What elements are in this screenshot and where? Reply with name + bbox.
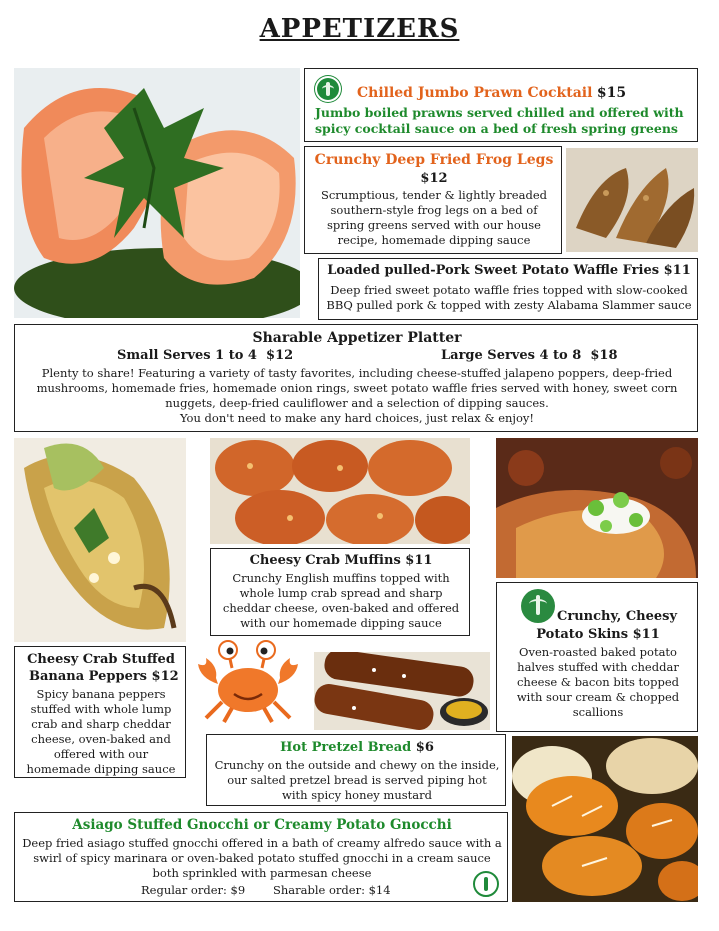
item-description: Scrumptious, tender & lightly breaded southern-style frog legs on a bed of spring greens served with our house recipe, homemade dipping sauce (320, 188, 547, 247)
menu-item-prawn-cocktail (304, 68, 698, 142)
item-name: Crunchy Deep Fried Frog Legs (314, 152, 554, 168)
item-name: Loaded pulled-Pork Sweet Potato Waffle Fries (327, 263, 660, 278)
item-name-line1: Crunchy, Cheesy (557, 609, 678, 624)
potato-skins-photo (496, 438, 698, 578)
item-price: $11 (405, 553, 433, 568)
item-description: Deep fried asiago stuffed gnocchi offered in a bath of creamy alfredo sauce with a swirl of spicy marinara or oven-baked potato stuffed gnocchi in a cream sauce both sprinkled with parmesan cheese (22, 836, 502, 880)
item-description: Oven-roasted baked potato halves stuffed with cheddar cheese & bacon bits topped with sour cream & chopped scallions (516, 645, 680, 719)
item-name-line1: Cheesy Crab Stuffed (27, 652, 175, 667)
menu-item-potato-skins (496, 582, 698, 732)
item-description: Crunchy on the outside and chewy on the inside, our salted pretzel bread is served piping hot with spicy honey mustard (214, 758, 500, 802)
menu-item-crab-muffins (210, 548, 470, 636)
item-name-line2: Banana Peppers (29, 669, 148, 684)
item-price: $11 (632, 627, 660, 642)
platter-tagline: You don't need to make any hard choices, just relax & enjoy! (179, 411, 535, 425)
menu-item-appetizer-platter (14, 324, 698, 432)
item-name: Cheesy Crab Muffins (249, 553, 401, 568)
menu-item-banana-peppers (14, 646, 186, 778)
menu-item-frog-legs (304, 146, 562, 254)
item-name: Hot Pretzel Bread (280, 740, 412, 755)
item-description: Crunchy English muffins topped with whole lump crab spread and sharp cheddar cheese, oven-baked and offered with our homemade dipping sauce (222, 571, 460, 630)
prawn-cocktail-photo (14, 68, 300, 318)
banana-peppers-photo (14, 438, 186, 642)
crab-mascot-icon (192, 638, 304, 724)
item-price: $12 (420, 171, 448, 186)
item-name-line2: Potato Skins (536, 627, 629, 642)
item-description: Deep fried sweet potato waffle fries topped with slow-cooked BBQ pulled pork & topped with zesty Alabama Slammer sauce (326, 283, 692, 312)
gnocchi-sharable-price: Sharable order: $14 (273, 883, 391, 897)
gnocchi-photo (512, 736, 698, 902)
item-price: $11 (663, 263, 691, 278)
menu-item-gnocchi (14, 812, 508, 902)
item-name: Sharable Appetizer Platter (252, 330, 462, 346)
item-description: Plenty to share! Featuring a variety of tasty favorites, including cheese-stuffed jalapeno poppers, deep-fried mushrooms, homemade fries, homemade onion rings, sweet potato waffle fries served with honey, sweet corn nuggets, deep-fried cauliflower and a selection of dipping sauces. (36, 366, 678, 410)
gluten-free-leaf-icon (521, 589, 555, 623)
platter-large-size: Large Serves 4 to 8 $18 (441, 348, 618, 363)
pretzel-bread-photo (314, 652, 490, 730)
menu-item-pretzel-bread (206, 734, 506, 806)
platter-small-size: Small Serves 1 to 4 $12 (117, 348, 294, 363)
item-description: Spicy banana peppers stuffed with whole lump crab and sharp cheddar cheese, oven-baked and offered with our homemade dipping sauce (26, 687, 176, 776)
menu-item-waffle-fries (318, 258, 698, 320)
item-price: $15 (596, 85, 627, 101)
page-title: APPETIZERS (259, 14, 460, 44)
gnocchi-regular-price: Regular order: $9 (141, 883, 246, 897)
item-name: Chilled Jumbo Prawn Cocktail (357, 85, 593, 101)
gluten-free-leaf-icon (317, 78, 339, 100)
gluten-free-leaf-icon (473, 871, 499, 897)
crab-muffins-photo (210, 438, 470, 544)
item-price: $6 (415, 740, 434, 755)
item-price: $12 (151, 669, 179, 684)
frog-legs-photo (566, 148, 698, 252)
item-description: Jumbo boiled prawns served chilled and offered with spicy cocktail sauce on a bed of fresh spring greens (315, 105, 684, 136)
item-name: Asiago Stuffed Gnocchi or Creamy Potato Gnocchi (72, 817, 452, 833)
